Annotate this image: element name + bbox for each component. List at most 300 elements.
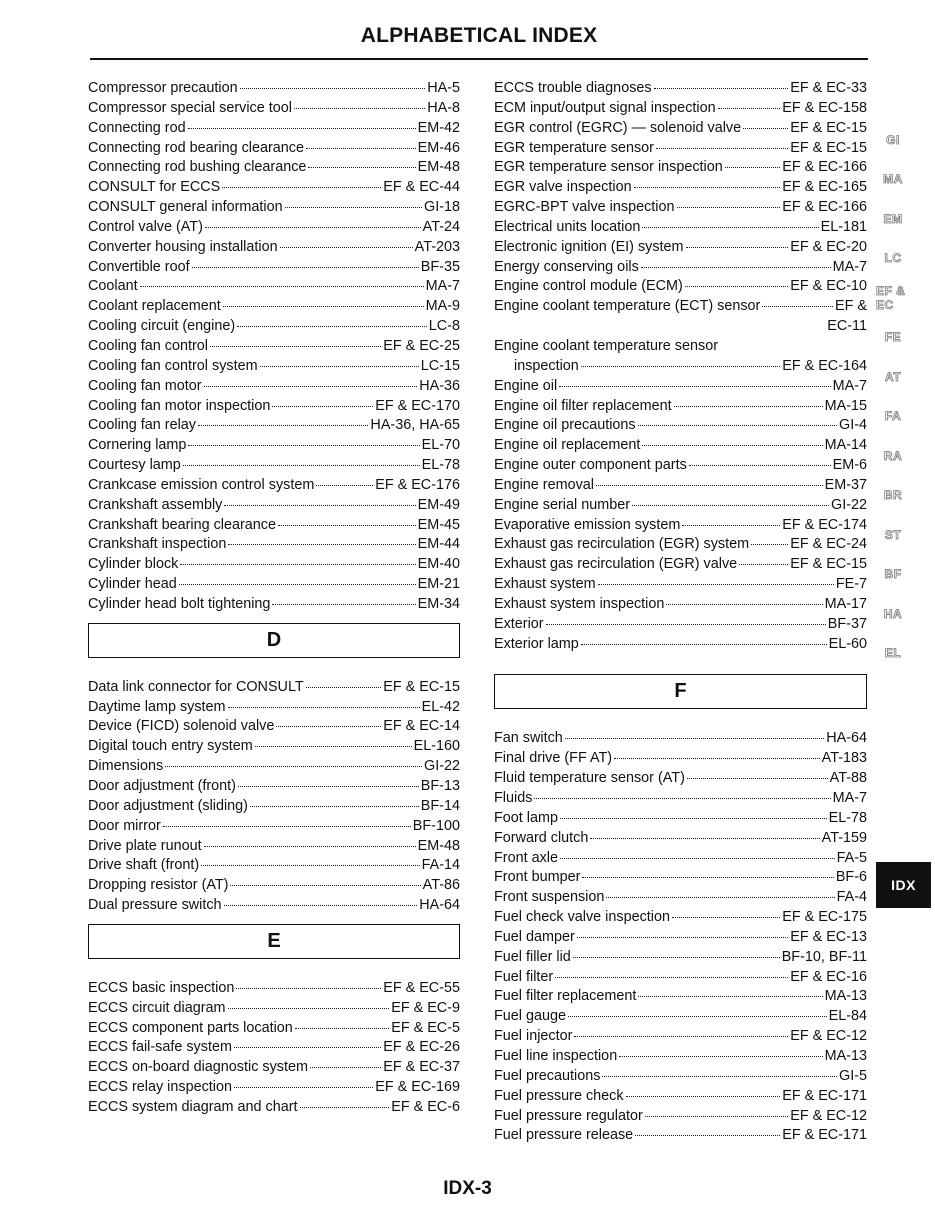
index-entry <box>88 416 460 436</box>
dot-leader <box>306 687 382 688</box>
entry-page-ref: EF & EC-37 <box>383 1059 460 1076</box>
dot-leader <box>316 485 373 486</box>
entry-page-ref: EF & EC-170 <box>375 397 460 414</box>
index-entry <box>88 896 460 916</box>
dot-leader <box>201 865 419 866</box>
section-header-d: D <box>88 623 460 658</box>
entry-page-ref: EF & EC-15 <box>790 119 867 136</box>
index-entry <box>88 238 460 258</box>
dot-leader <box>183 465 420 466</box>
dot-leader <box>687 778 828 779</box>
entry-name: EGRC-BPT valve inspection <box>494 199 675 216</box>
index-entry <box>494 1087 867 1107</box>
entry-name: Data link connector for CONSULT <box>88 678 304 695</box>
index-entry <box>494 809 867 829</box>
entry-name: Compressor special service tool <box>88 99 292 116</box>
entry-page-ref: MA-13 <box>824 988 867 1005</box>
index-entry <box>88 297 460 317</box>
dot-leader <box>725 167 780 168</box>
entry-page-ref: EM-49 <box>417 496 460 513</box>
entry-page-ref: FA-14 <box>421 857 460 874</box>
index-entry <box>88 99 460 119</box>
entry-page-ref: BF-35 <box>420 258 460 275</box>
index-entry <box>494 99 867 119</box>
entry-name: Electronic ignition (EI) system <box>494 238 684 255</box>
entry-page-ref: EF & EC-25 <box>383 337 460 354</box>
entry-page-ref: HA-8 <box>427 99 460 116</box>
entry-name: Fuel line inspection <box>494 1047 618 1064</box>
index-entry <box>88 837 460 857</box>
section-tab[interactable]: MA <box>883 172 903 187</box>
entry-page-ref: EL-160 <box>413 738 460 755</box>
entry-page-ref: EF & <box>835 298 867 315</box>
entry-name: Fuel filter replacement <box>494 988 637 1005</box>
entry-name: Exhaust system <box>494 576 596 593</box>
entry-page-ref: EF & EC-16 <box>790 968 867 985</box>
page-number: IDX-3 <box>443 1178 492 1199</box>
entry-page-ref: EF & EC-171 <box>782 1087 867 1104</box>
dot-leader <box>204 846 416 847</box>
index-entry <box>494 337 867 357</box>
entry-name: Fuel check valve inspection <box>494 909 670 926</box>
dot-leader <box>596 485 823 486</box>
index-entry <box>494 829 867 849</box>
dot-leader <box>224 505 415 506</box>
entry-page-ref: EF & EC-44 <box>383 179 460 196</box>
entry-page-ref: EM-40 <box>417 556 460 573</box>
entry-name: Connecting rod bushing clearance <box>88 159 307 176</box>
entry-page-ref: EF & EC-176 <box>375 476 460 493</box>
index-entry <box>88 678 460 698</box>
entry-page-ref: FE-7 <box>835 576 867 593</box>
entry-page-ref: MA-7 <box>832 790 867 806</box>
dot-leader <box>677 207 781 208</box>
entry-name: ECCS trouble diagnoses <box>494 80 652 96</box>
entry-page-ref: AT-203 <box>414 238 460 255</box>
entry-page-ref: MA-7 <box>832 377 867 394</box>
index-entry <box>88 575 460 595</box>
entry-name: Daytime lamp system <box>88 698 226 715</box>
index-entry <box>88 737 460 757</box>
entry-name: Door adjustment (sliding) <box>88 797 248 814</box>
entry-page-ref: EL-78 <box>828 809 867 826</box>
entry-page-ref: HA-36, HA-65 <box>370 417 460 434</box>
dot-leader <box>581 644 827 645</box>
entry-name: ECCS system diagram and chart <box>88 1098 298 1115</box>
index-entry <box>494 476 867 496</box>
section-tab[interactable]: EM <box>883 211 903 226</box>
entry-name: Engine oil precautions <box>494 417 636 434</box>
index-entry <box>494 1027 867 1047</box>
dot-leader <box>276 726 381 727</box>
dot-leader <box>674 406 823 407</box>
index-entry <box>88 1038 460 1058</box>
dot-leader <box>762 306 833 307</box>
section-tab[interactable]: HA <box>883 606 903 621</box>
index-entry <box>88 1098 460 1118</box>
entry-name: Fuel filler lid <box>494 948 571 965</box>
index-entry <box>494 238 867 258</box>
dot-leader <box>560 818 827 819</box>
section-tab[interactable]: RA <box>883 448 903 463</box>
entry-name: Engine oil filter replacement <box>494 397 672 414</box>
entry-name: Cooling circuit (engine) <box>88 318 236 335</box>
right-column <box>494 79 867 1146</box>
entry-page-ref: EM-6 <box>832 457 867 474</box>
dot-leader <box>672 917 780 918</box>
entry-page-ref: EF & EC-24 <box>790 536 867 553</box>
entry-page-ref: MA-13 <box>824 1047 867 1064</box>
entry-name: Dual pressure switch <box>88 897 222 914</box>
entry-name: Connecting rod bearing clearance <box>88 139 305 156</box>
section-tab[interactable]: ST <box>884 527 902 542</box>
index-entry <box>494 277 867 297</box>
entry-page-ref: EF & EC-13 <box>790 928 867 945</box>
entry-page-ref: AT-88 <box>829 770 867 787</box>
entry-name: ECCS circuit diagram <box>88 999 226 1016</box>
dot-leader <box>228 544 415 545</box>
entry-name: Crankshaft inspection <box>88 536 227 553</box>
index-entry <box>88 178 460 198</box>
index-entry <box>88 218 460 238</box>
index-entry <box>494 615 867 635</box>
dot-leader <box>310 1067 381 1068</box>
entry-name: Digital touch entry system <box>88 738 253 755</box>
index-entry <box>88 198 460 218</box>
entry-page-ref: AT-159 <box>821 829 867 846</box>
entry-name: ECCS relay inspection <box>88 1079 232 1096</box>
index-entry <box>88 535 460 555</box>
entry-name: CONSULT general information <box>88 199 283 216</box>
entry-name: EGR temperature sensor inspection <box>494 159 723 176</box>
dot-leader <box>718 108 781 109</box>
dot-leader <box>751 544 788 545</box>
entry-name: Final drive (FF AT) <box>494 750 613 767</box>
entry-page-ref: HA-64 <box>419 897 460 914</box>
entry-page-ref: EF & EC-158 <box>782 99 867 116</box>
entry-name: Cylinder head <box>88 576 177 593</box>
entry-name: Courtesy lamp <box>88 457 181 474</box>
entry-name: Forward clutch <box>494 829 589 846</box>
entry-name: Fuel pressure regulator <box>494 1107 643 1124</box>
entry-page-ref: HA-5 <box>427 80 460 96</box>
dot-leader <box>638 996 822 997</box>
index-entry <box>88 317 460 337</box>
dot-leader <box>205 227 421 228</box>
entry-page-ref: EM-48 <box>417 837 460 854</box>
section-tab[interactable]: LC <box>884 251 902 266</box>
index-entry <box>88 277 460 297</box>
dot-leader <box>568 1016 827 1017</box>
dot-leader <box>574 1036 788 1037</box>
entry-page-ref: BF-100 <box>412 817 460 834</box>
index-entry <box>494 436 867 456</box>
index-entry <box>88 876 460 896</box>
entry-page-ref: EM-45 <box>417 516 460 533</box>
dot-leader <box>581 366 780 367</box>
dot-leader <box>546 624 826 625</box>
index-entry <box>494 948 867 968</box>
entry-page-ref: EF & EC-15 <box>790 556 867 573</box>
entry-page-ref: LC-15 <box>420 357 460 374</box>
index-entry <box>494 789 867 809</box>
right-entries <box>494 79 867 654</box>
dot-leader <box>632 505 829 506</box>
entry-name: EGR temperature sensor <box>494 139 654 156</box>
dot-leader <box>294 108 425 109</box>
entry-page-ref: GI-4 <box>839 417 867 434</box>
entry-name: ECCS fail-safe system <box>88 1039 232 1056</box>
entry-name: Fan switch <box>494 730 563 747</box>
index-entry <box>494 198 867 218</box>
index-entry <box>88 999 460 1019</box>
dot-leader <box>565 738 824 739</box>
section-tab[interactable]: AT <box>884 369 902 384</box>
entry-name: Cooling fan control <box>88 337 208 354</box>
index-entry <box>88 979 460 999</box>
dot-leader <box>598 584 834 585</box>
index-entry <box>88 1058 460 1078</box>
entry-name: Coolant replacement <box>88 298 221 315</box>
entry-name: ECCS basic inspection <box>88 979 235 996</box>
index-entry <box>88 1019 460 1039</box>
dot-leader <box>236 988 381 989</box>
entry-name: Engine oil <box>494 377 558 394</box>
index-entry <box>88 856 460 876</box>
entry-page-ref: EF & EC-55 <box>383 979 460 996</box>
entry-name: Cooling fan motor <box>88 377 202 394</box>
entry-name: Control valve (AT) <box>88 218 203 235</box>
dot-leader <box>656 148 788 149</box>
section-tab[interactable]: FA <box>884 409 902 424</box>
left-entries <box>88 79 460 615</box>
dot-leader <box>228 1008 390 1009</box>
entry-page-ref: EM-44 <box>417 536 460 553</box>
entry-name: Engine control module (ECM) <box>494 278 683 295</box>
dot-leader <box>180 564 415 565</box>
entry-page-ref: EF & EC-12 <box>790 1107 867 1124</box>
entry-page-ref: BF-37 <box>827 615 867 632</box>
entry-name: Fuel precautions <box>494 1067 601 1084</box>
dot-leader <box>634 187 781 188</box>
dot-leader <box>685 286 788 287</box>
entry-name: Crankcase emission control system <box>88 476 315 493</box>
dot-leader <box>163 826 411 827</box>
section-tab[interactable]: BR <box>883 488 903 503</box>
index-entry <box>88 757 460 777</box>
dot-leader <box>188 445 419 446</box>
dot-leader <box>250 806 419 807</box>
dot-leader <box>238 786 419 787</box>
section-f-entries <box>494 729 867 1146</box>
index-entry <box>494 119 867 139</box>
dot-leader <box>641 267 831 268</box>
index-entry <box>88 337 460 357</box>
index-entry <box>494 535 867 555</box>
dot-leader <box>278 525 416 526</box>
entry-page-ref: HA-64 <box>826 730 867 747</box>
entry-name: Cooling fan motor inspection <box>88 397 271 414</box>
entry-name: EGR valve inspection <box>494 179 632 196</box>
index-entry <box>88 79 460 99</box>
index-entry <box>494 987 867 1007</box>
entry-name: Device (FICD) solenoid valve <box>88 718 275 735</box>
index-entry <box>494 729 867 749</box>
entry-page-ref: EF & EC-164 <box>782 357 867 374</box>
entry-page-ref: EF & EC-5 <box>391 1019 460 1036</box>
entry-page-ref: GI-5 <box>839 1067 867 1084</box>
entry-name: Coolant <box>88 278 138 295</box>
dot-leader <box>560 858 835 859</box>
entry-name: Electrical units location <box>494 218 641 235</box>
entry-name: Engine serial number <box>494 496 630 513</box>
index-entry <box>494 218 867 238</box>
section-tab[interactable]: FE <box>884 330 902 345</box>
entry-page-ref: EF & EC-165 <box>782 179 867 196</box>
entry-name: Fuel damper <box>494 928 575 945</box>
page-title: ALPHABETICAL INDEX <box>360 24 598 47</box>
entry-name: ECM input/output signal inspection <box>494 99 716 116</box>
index-entry <box>88 797 460 817</box>
dot-leader <box>280 247 413 248</box>
section-tab[interactable]: GI <box>886 132 900 147</box>
dot-leader <box>222 187 381 188</box>
entry-name: Dropping resistor (AT) <box>88 877 229 894</box>
index-entry <box>88 717 460 737</box>
entry-page-ref: GI-22 <box>424 758 460 775</box>
entry-name: Cooling fan relay <box>88 417 196 434</box>
dot-leader <box>300 1107 390 1108</box>
entry-page-ref: BF-14 <box>420 797 460 814</box>
entry-page-ref: FA-5 <box>836 849 867 866</box>
entry-name: Compressor precaution <box>88 80 238 96</box>
index-entry <box>88 258 460 278</box>
entry-name: Dimensions <box>88 758 164 775</box>
entry-page-ref: EF & EC-169 <box>375 1079 460 1096</box>
entry-name: Foot lamp <box>494 809 558 826</box>
index-entry <box>494 1107 867 1127</box>
entry-page-ref: EM-21 <box>417 576 460 593</box>
entry-name: Drive plate runout <box>88 837 202 854</box>
index-entry <box>494 178 867 198</box>
entry-name: Engine outer component parts <box>494 457 687 474</box>
index-entry <box>494 1007 867 1027</box>
entry-page-ref: AT-183 <box>821 750 867 767</box>
dot-leader <box>210 346 381 347</box>
entry-page-ref: AT-86 <box>422 877 460 894</box>
entry-page-ref: EF & EC-33 <box>790 80 867 96</box>
index-entry <box>88 139 460 159</box>
index-entry <box>494 555 867 575</box>
dot-leader <box>255 746 412 747</box>
index-entry <box>494 849 867 869</box>
left-column <box>88 79 460 1118</box>
index-entry <box>494 928 867 948</box>
title-rule <box>90 58 868 60</box>
dot-leader <box>240 88 426 89</box>
entry-name-continued: inspection <box>514 357 579 374</box>
entry-page-ref: EF & EC-10 <box>790 278 867 295</box>
entry-name: Energy conserving oils <box>494 258 639 275</box>
index-entry <box>88 476 460 496</box>
entry-name: Front suspension <box>494 889 605 906</box>
entry-page-ref: GI-22 <box>831 496 867 513</box>
entry-page-ref: MA-14 <box>824 437 867 454</box>
dot-leader <box>272 604 415 605</box>
entry-page-ref: EL-60 <box>828 635 867 652</box>
dot-leader <box>654 88 789 89</box>
dot-leader <box>140 286 424 287</box>
dot-leader <box>635 1135 780 1136</box>
entry-name: Cylinder head bolt tightening <box>88 595 271 612</box>
entry-name: ECCS component parts location <box>88 1019 293 1036</box>
dot-leader <box>577 937 788 938</box>
index-entry <box>494 397 867 417</box>
index-entry <box>494 1067 867 1087</box>
index-entry <box>88 377 460 397</box>
index-entry <box>88 456 460 476</box>
index-entry <box>88 158 460 178</box>
entry-page-ref: BF-13 <box>420 778 460 794</box>
dot-leader <box>686 247 789 248</box>
entry-page-ref: MA-7 <box>832 258 867 275</box>
tab-idx-active[interactable]: IDX <box>876 862 931 908</box>
entry-page-ref: GI-18 <box>424 199 460 216</box>
dot-leader <box>582 877 833 878</box>
index-entry <box>88 1078 460 1098</box>
entry-name: Exhaust gas recirculation (EGR) valve <box>494 556 738 573</box>
entry-name: ECCS on-board diagnostic system <box>88 1059 308 1076</box>
section-d-entries <box>88 678 460 916</box>
entry-page-ref: FA-4 <box>836 889 867 906</box>
dot-leader <box>559 386 830 387</box>
dot-leader <box>204 386 418 387</box>
index-entry <box>494 496 867 516</box>
section-tab[interactable]: EF & EC <box>876 283 906 312</box>
index-entry <box>88 357 460 377</box>
index-entry <box>88 698 460 718</box>
entry-page-ref: BF-6 <box>835 869 867 886</box>
dot-leader <box>590 838 819 839</box>
dot-leader <box>306 148 416 149</box>
index-entry <box>494 1047 867 1067</box>
entry-name: Crankshaft bearing clearance <box>88 516 276 533</box>
index-entry <box>88 595 460 615</box>
entry-name: Front axle <box>494 849 558 866</box>
dot-leader <box>638 425 837 426</box>
index-entry <box>88 516 460 536</box>
entry-name: Engine coolant temperature sensor <box>494 337 718 354</box>
section-tab[interactable]: BF <box>884 567 902 582</box>
index-entry <box>88 436 460 456</box>
dot-leader <box>573 957 780 958</box>
entry-name: Door mirror <box>88 817 161 834</box>
entry-name: CONSULT for ECCS <box>88 179 221 196</box>
index-entry <box>494 139 867 159</box>
index-entry-continued <box>494 357 867 377</box>
dot-leader <box>682 525 780 526</box>
entry-name: Fuel filter <box>494 968 554 985</box>
entry-name: Fluids <box>494 790 533 806</box>
index-entry <box>494 968 867 988</box>
index-entry <box>88 119 460 139</box>
dot-leader <box>237 326 427 327</box>
entry-page-ref: EF & EC-15 <box>383 678 460 695</box>
entry-page-ref: EL-70 <box>421 437 460 454</box>
section-tab[interactable]: EL <box>884 646 902 661</box>
index-entry <box>494 749 867 769</box>
dot-leader <box>285 207 422 208</box>
